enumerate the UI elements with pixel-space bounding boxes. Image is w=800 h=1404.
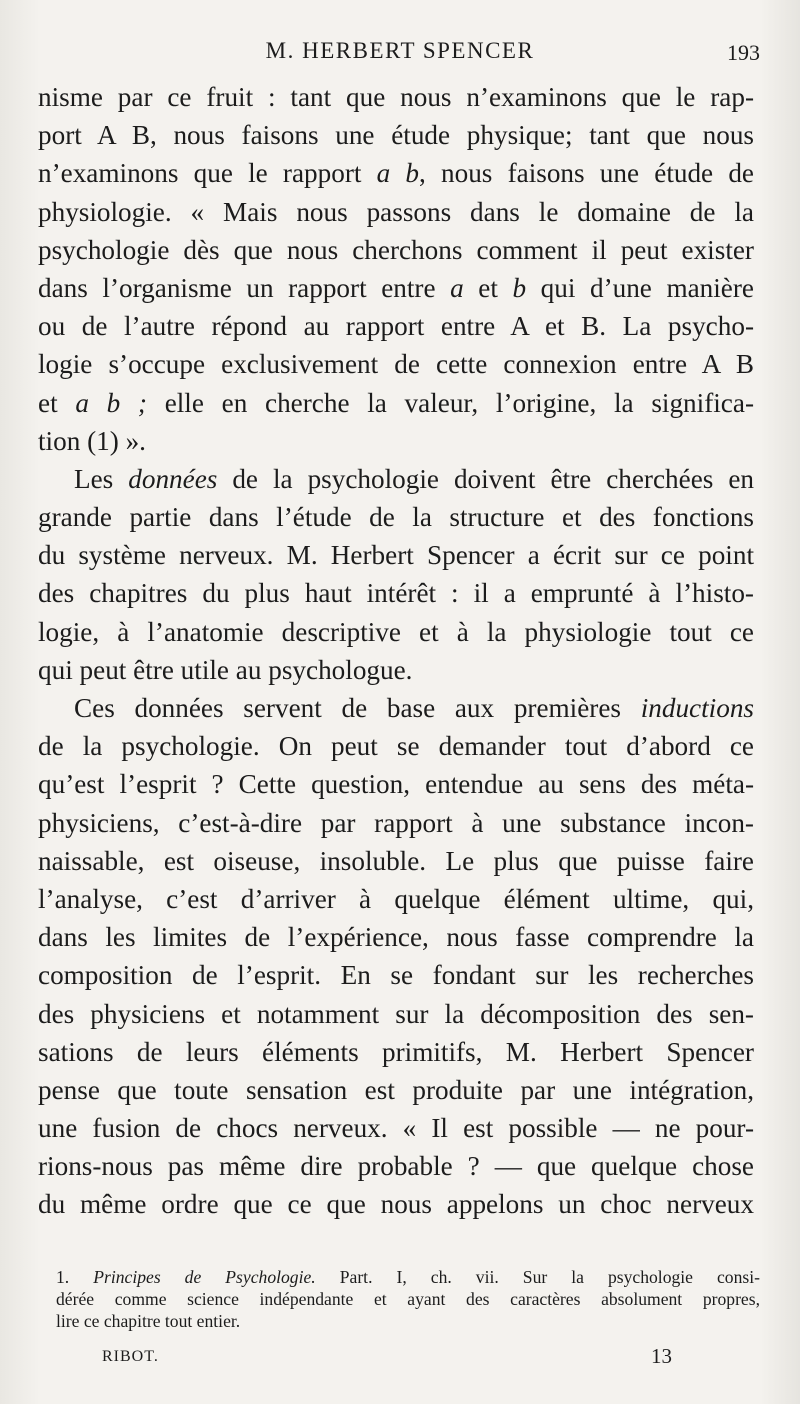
italic-text: b bbox=[512, 272, 527, 303]
text-line bbox=[38, 1033, 754, 1071]
sheet-number: 13 bbox=[651, 1344, 672, 1368]
text-line bbox=[38, 995, 754, 1033]
text-line bbox=[38, 574, 754, 612]
text-line bbox=[38, 765, 754, 803]
text-segment: des chapitres du plus haut intérêt : il a emprunté à l’histo- bbox=[38, 578, 754, 609]
italic-text: inductions bbox=[640, 693, 754, 723]
text-line bbox=[38, 613, 754, 651]
footnote-line-3: lire ce chapitre tout entier. bbox=[56, 1311, 241, 1331]
text-line bbox=[38, 269, 754, 307]
page-footer bbox=[102, 1344, 672, 1374]
text-line bbox=[38, 1071, 754, 1109]
text-line bbox=[38, 1109, 754, 1147]
italic-text: données bbox=[128, 463, 218, 494]
text-segment: rions-nous pas même dire probable ? — que quelque chose bbox=[38, 1151, 754, 1182]
text-line bbox=[38, 1147, 754, 1185]
text-segment: tion (1) ». bbox=[38, 425, 146, 456]
text-segment: composition de l’esprit. En se fondant sur les recherches bbox=[38, 960, 754, 991]
footnote-marker: 1. bbox=[56, 1267, 70, 1287]
italic-text: a bbox=[450, 272, 464, 303]
text-segment: port A B, nous faisons une étude physique; tant que nous bbox=[38, 120, 754, 151]
text-segment: et bbox=[38, 387, 76, 418]
text-segment: physiciens, c’est-à-dire par rapport à une substance incon- bbox=[38, 807, 754, 838]
text-segment: logie s’occupe exclusivement de cette connexion entre A B bbox=[38, 349, 754, 380]
text-line bbox=[38, 651, 754, 689]
text-segment: des physiciens et notamment sur la décomposition des sen- bbox=[38, 998, 754, 1029]
text-line bbox=[38, 880, 754, 918]
text-segment: qu’est l’esprit ? Cette question, entendue au sens des méta- bbox=[38, 769, 754, 800]
text-line bbox=[38, 918, 754, 956]
text-segment: nisme par ce fruit : tant que nous n’examinons que le rap- bbox=[38, 82, 754, 112]
text-line bbox=[38, 804, 754, 842]
italic-text: a b bbox=[376, 158, 420, 189]
footnote-line-2: dérée comme science indépendante et ayant des caractères absolument propres, bbox=[56, 1289, 760, 1309]
text-line bbox=[38, 345, 754, 383]
text-segment: de la psychologie doivent être cherchées en bbox=[217, 463, 754, 494]
text-line bbox=[38, 460, 754, 498]
text-segment: et bbox=[463, 272, 513, 303]
text-segment: n’examinons que le rapport bbox=[38, 158, 377, 189]
text-segment: ou de l’autre répond au rapport entre A et B. La psycho- bbox=[38, 311, 754, 342]
running-title: M. HERBERT SPENCER bbox=[265, 38, 535, 63]
text-line bbox=[38, 193, 754, 231]
text-segment: dans les limites de l’expérience, nous fasse comprendre la bbox=[38, 922, 754, 953]
text-line bbox=[38, 154, 754, 192]
text-segment: psychologie dès que nous cherchons comment il peut exister bbox=[38, 234, 754, 265]
text-segment: grande partie dans l’étude de la structure et des fonctions bbox=[38, 502, 754, 533]
text-segment: sations de leurs éléments primitifs, M. Herbert Spencer bbox=[38, 1036, 754, 1067]
text-line bbox=[38, 842, 754, 880]
page-header bbox=[40, 38, 760, 68]
footnote bbox=[56, 1266, 760, 1332]
footnote-work-title: Principes de Psychologie. bbox=[93, 1267, 316, 1287]
body-text bbox=[38, 78, 754, 1224]
text-line bbox=[38, 307, 754, 345]
text-segment: elle en cherche la valeur, l’origine, la significa- bbox=[146, 387, 754, 418]
text-segment: logie, à l’anatomie descriptive et à la physiologie tout ce bbox=[38, 616, 754, 647]
footnote-line-1-rest: Part. I, ch. vii. Sur la psychologie consi- bbox=[315, 1267, 760, 1287]
text-line bbox=[38, 116, 754, 154]
text-line bbox=[38, 727, 754, 765]
text-segment: naissable, est oiseuse, insoluble. Le plus que puisse faire bbox=[38, 845, 754, 876]
text-line bbox=[38, 422, 754, 460]
text-segment: pense que toute sensation est produite par une intégration, bbox=[38, 1074, 754, 1105]
text-segment: une fusion de chocs nerveux. « Il est possible — ne pour- bbox=[38, 1113, 754, 1144]
text-line bbox=[38, 1185, 754, 1223]
footnote-line-1 bbox=[56, 1266, 760, 1288]
text-line bbox=[38, 689, 754, 727]
text-segment: Ces données servent de base aux premières bbox=[74, 693, 641, 723]
printer-signature: RIBOT. bbox=[102, 1348, 159, 1365]
text-segment: , nous faisons une étude de bbox=[419, 158, 754, 189]
text-line bbox=[38, 498, 754, 536]
text-line bbox=[38, 956, 754, 994]
text-line bbox=[38, 536, 754, 574]
text-segment: qui peut être utile au psychologue. bbox=[38, 654, 413, 685]
text-segment: dans l’organisme un rapport entre bbox=[38, 272, 451, 303]
text-line bbox=[38, 78, 754, 116]
text-segment: du système nerveux. M. Herbert Spencer a écrit sur ce point bbox=[38, 540, 754, 571]
text-segment: physiologie. « Mais nous passons dans le domaine de la bbox=[38, 196, 754, 227]
text-segment: de la psychologie. On peut se demander tout d’abord ce bbox=[38, 731, 754, 762]
text-line bbox=[38, 231, 754, 269]
italic-text: a b ; bbox=[75, 387, 147, 418]
text-segment: du même ordre que ce que nous appelons un choc nerveux bbox=[38, 1189, 754, 1220]
page-number: 193 bbox=[727, 40, 760, 65]
text-segment: qui d’une manière bbox=[526, 272, 754, 303]
text-line bbox=[38, 384, 754, 422]
text-segment: l’analyse, c’est d’arriver à quelque élément ultime, qui, bbox=[38, 883, 754, 914]
text-segment: Les bbox=[74, 463, 129, 494]
